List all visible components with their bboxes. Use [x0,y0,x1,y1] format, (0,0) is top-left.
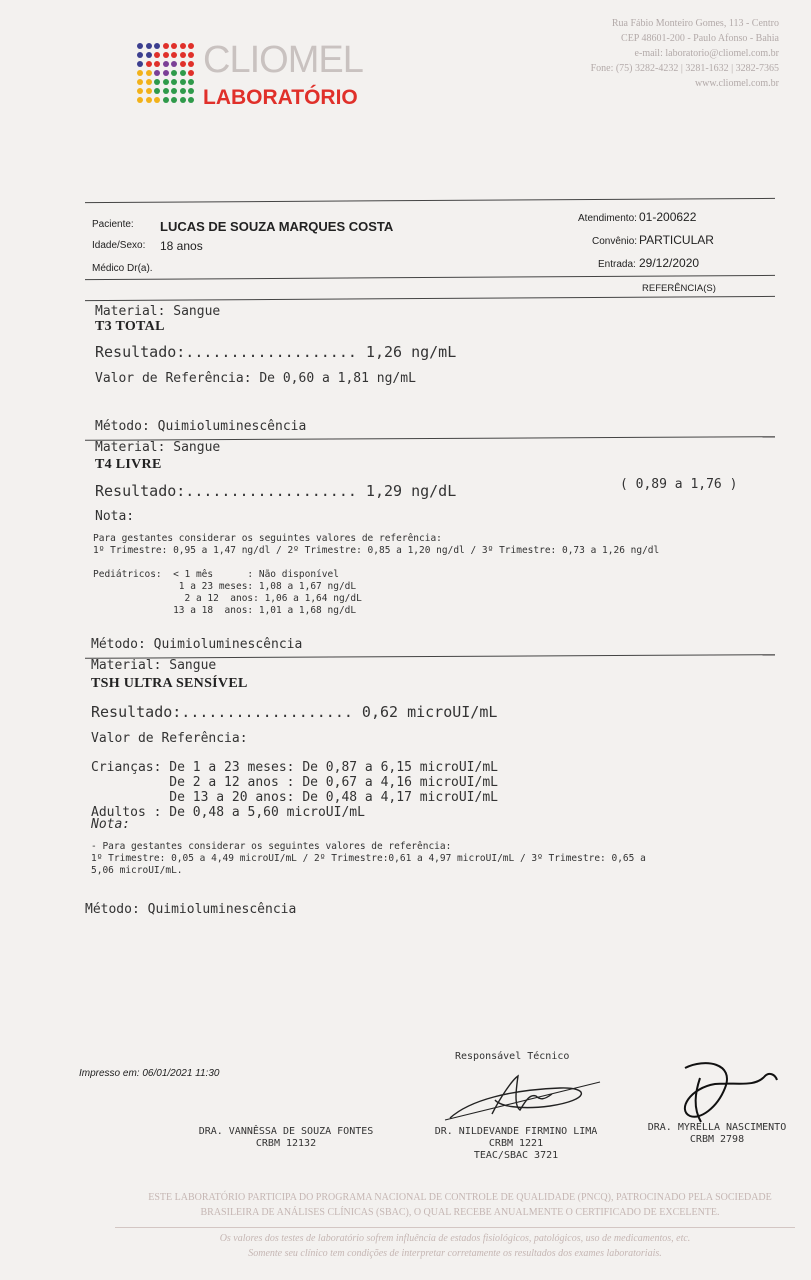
nota-text [91,829,646,877]
signer-block [634,1122,800,1146]
ref-line: De 2 a 12 anos : De 0,67 a 4,16 microUI/mL [91,775,498,790]
disclaimer-line: Os valores dos testes de laboratório sofrem influência de estados fisiológicos, patológicos, uso de medicamentos, etc. [219,1233,691,1244]
nota-line: 1º Trimestre: 0,95 a 1,47 ng/dl / 2º Trimestre: 0,85 a 1,20 ng/dl / 3º Trimestre: 0,73 a 1,26 ng/dl [93,545,660,556]
logo-dot [188,88,194,94]
logo-dot [188,61,194,67]
logo-dot [163,43,169,49]
logo-dot [146,88,152,94]
logo-dot [137,88,143,94]
exam-name: T4 LIVRE [95,457,162,472]
nota-label: Nota: [95,509,135,524]
idade-label: Idade/Sexo: [92,240,146,251]
logo-dot [171,88,177,94]
logo-dot [154,52,160,58]
logo-dot [137,70,143,76]
signer-name: DR. NILDEVANDE FIRMINO LIMA [434,1126,598,1137]
logo-dot [154,88,160,94]
disclaimer [115,1231,795,1261]
address-line: www.cliomel.com.br [694,78,779,89]
logo-dot [171,43,177,49]
logo-dot [180,52,186,58]
logo-name-cliomel: CLIOMEL [203,39,363,81]
logo-dot [146,52,152,58]
exam-method: Método: Quimioluminescência [91,637,303,652]
logo-dot [137,61,143,67]
logo-dot [171,97,177,103]
exam-range: ( 0,89 a 1,76 ) [620,477,738,492]
nota-line: 1º Trimestre: 0,05 a 4,49 microUI/mL / 2º Trimestre:0,61 a 4,97 microUI/mL / 3º Trimestre: 0,65 a [91,853,646,864]
logo-dot [154,61,160,67]
ref-line: De 13 a 20 anos: De 0,48 a 4,17 microUI/mL [91,790,498,805]
quality-line: BRASILEIRA DE ANÁLISES CLÍNICAS (SBAC), O QUAL RECEBE ANUALMENTE O CERTIFICADO DE EXCELENTE. [200,1207,720,1218]
convenio-label: Convênio: [592,236,638,247]
paciente-label: Paciente: [92,219,134,230]
ref-line: Adultos : De 0,48 a 5,60 microUI/mL [91,805,365,820]
nota-text [93,521,659,557]
entrada-value: 29/12/2020 [639,256,700,270]
medico-label: Médico Dr(a). [92,263,153,274]
convenio-value: PARTICULAR [639,233,714,247]
logo-dot [180,88,186,94]
nota-label: Nota: [91,817,131,832]
logo-dot [163,70,169,76]
exam-result: Resultado:................... 1,29 ng/dL [95,482,457,500]
logo-dot [154,97,160,103]
logo-dot [180,70,186,76]
logo-dot [154,43,160,49]
address-line: e-mail: laboratorio@cliomel.com.br [634,48,779,59]
signer-crbm: CRBM 1221 [488,1138,544,1149]
logo-dot [171,70,177,76]
disclaimer-line: Somente seu clínico tem condições de interpretar corretamente os resultados dos exames laboratoriais. [248,1248,662,1259]
exam-material: Material: Sangue [91,658,217,673]
exam-reference: Valor de Referência: De 0,60 a 1,81 ng/mL [95,371,416,386]
logo-name-laboratorio: LABORATÓRIO [203,86,358,109]
exam-result: Resultado:................... 1,26 ng/mL [95,343,457,361]
atendimento-value: 01-200622 [639,210,697,224]
logo-dot [188,79,194,85]
logo-dot [163,88,169,94]
logo-dot [146,79,152,85]
logo-dot [163,52,169,58]
ref-line: Crianças: De 1 a 23 meses: De 0,87 a 6,15 microUI/mL [91,760,498,775]
logo-dot [163,97,169,103]
logo-dot [171,52,177,58]
signer-crbm: CRBM 12132 [255,1138,317,1149]
signer-block [181,1126,391,1150]
pediatric-line: 1 a 23 meses: 1,08 a 1,67 ng/dL [93,581,357,592]
quality-statement [110,1190,810,1220]
logo-dot [137,43,143,49]
ref-table [91,745,498,820]
divider [85,275,775,280]
pediatric-line: 2 a 12 anos: 1,06 a 1,64 ng/dL [93,593,362,604]
divider [85,198,775,203]
logo-dot [180,79,186,85]
nota-line: - Para gestantes considerar os seguintes valores de referência: [91,841,452,852]
address-line: Rua Fábio Monteiro Gomes, 113 - Centro [611,18,779,29]
logo-dot [171,79,177,85]
logo-dot [154,70,160,76]
logo-dot [137,97,143,103]
logo-dot [163,79,169,85]
signer-name: DRA. VANNÊSSA DE SOUZA FONTES [198,1126,374,1137]
logo-dot [180,61,186,67]
logo-dot [180,43,186,49]
logo-dot [137,52,143,58]
exam-name: T3 TOTAL [95,319,165,334]
logo-dot [146,61,152,67]
atendimento-label: Atendimento: [578,213,637,224]
signer-name: DRA. MYRELLA NASCIMENTO [647,1122,787,1133]
entrada-label: Entrada: [598,259,636,270]
divider [115,1227,795,1228]
referencias-label: REFERÊNCIA(S) [642,283,716,294]
ref-title: Valor de Referência: [91,731,248,746]
logo-dot [180,97,186,103]
logo-dot [146,43,152,49]
logo-dot [137,79,143,85]
address-line: Fone: (75) 3282-4232 | 3281-1632 | 3282-7365 [590,63,779,74]
exam-method: Método: Quimioluminescência [85,902,297,917]
logo-dot [171,61,177,67]
logo-dot [188,43,194,49]
logo-dot [154,79,160,85]
signature-myrella [665,1058,785,1128]
printed-at: Impresso em: 06/01/2021 11:30 [79,1068,220,1079]
pediatric-line: 13 a 18 anos: 1,01 a 1,68 ng/dL [93,605,357,616]
signer-registration: TEAC/SBAC 3721 [473,1150,559,1161]
exam-result: Resultado:................... 0,62 microUI/mL [91,703,498,721]
address-line: CEP 48601-200 - Paulo Afonso - Bahia [621,33,779,44]
signature-nildevande [440,1070,605,1125]
logo-dot [146,97,152,103]
logo-dot-grid [137,43,197,107]
divider [85,296,775,301]
logo-dot [188,70,194,76]
quality-line: ESTE LABORATÓRIO PARTICIPA DO PROGRAMA NACIONAL DE CONTROLE DE QUALIDADE (PNCQ), PATROCINADO PELA SOCIEDADE [148,1192,772,1203]
logo-dot [163,61,169,67]
nota-line: 5,06 microUI/mL. [91,865,183,876]
exam-material: Material: Sangue [95,440,221,455]
logo-dot [188,52,194,58]
lab-address [499,16,779,91]
signer-block [418,1126,614,1162]
logo-dot [188,97,194,103]
patient-age: 18 anos [160,239,203,253]
responsavel-tecnico: Responsável Técnico [455,1051,570,1062]
patient-name: LUCAS DE SOUZA MARQUES COSTA [160,219,394,234]
exam-name: TSH ULTRA SENSÍVEL [91,676,248,691]
pediatric-table [93,557,362,617]
nota-line: Para gestantes considerar os seguintes valores de referência: [93,533,442,544]
logo-dot [146,70,152,76]
pediatric-line: Pediátricos: < 1 mês : Não disponível [93,569,339,580]
signer-crbm: CRBM 2798 [689,1134,745,1145]
exam-material: Material: Sangue [95,304,221,319]
exam-method: Método: Quimioluminescência [95,419,307,434]
